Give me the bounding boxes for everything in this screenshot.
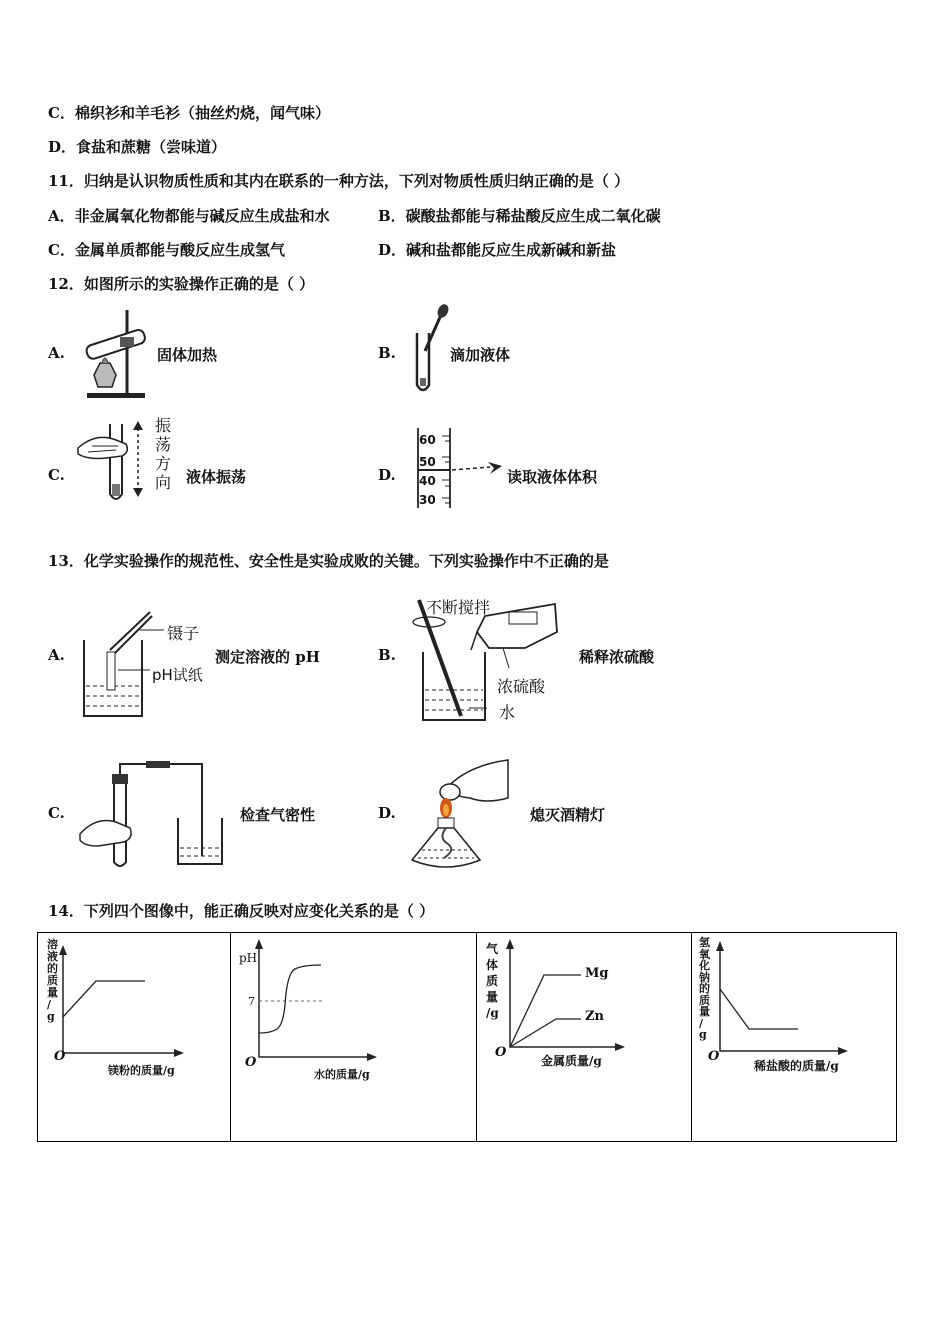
q13-a-caption: 测定溶液的 pH [215,648,320,666]
graph2-plot [231,933,475,1083]
ylabel-char: 质 [486,974,499,988]
ylabel-char: 的 [47,962,58,975]
graph2-xlabel: 水的质量/g [314,1068,370,1081]
ylabel-char: 量 [47,986,58,999]
q13-b-caption: 稀释浓硫酸 [579,648,655,666]
graph1-plot [38,933,228,1083]
q12-b-label: B. [378,344,396,362]
q10-option-c: C．棉织衫和羊毛衫（抽丝灼烧，闻气味） [48,104,330,122]
conc-acid-label: 浓硫酸 [497,677,546,696]
q12-d-caption: 读取液体体积 [507,468,598,486]
ylabel-char: 溶 [47,938,58,951]
q12-d-label: D. [378,466,396,484]
q12-c-caption: 液体振荡 [186,468,247,486]
graph3-mg-label: Mg [585,966,609,981]
shake-direction-text [155,416,173,492]
direction-char: 振 [155,416,172,435]
q13-stem: 13．化学实验操作的规范性、安全性是实验成败的关键。下列实验操作中不正确的是 [48,552,609,570]
solid-heating-figure [72,305,152,400]
graph3-xlabel: 金属质量/g [541,1054,602,1068]
q11-option-c: C．金属单质都能与酸反应生成氢气 [48,241,285,259]
graph2-ylabel: pH [239,951,258,965]
q14-graph-table [37,932,897,1142]
graph-3 [477,933,692,1141]
direction-char: 方 [155,454,172,473]
q11-option-d: D．碱和盐都能反应生成新碱和新盐 [378,241,617,259]
dropper-figure [405,303,450,398]
graph4-origin: O [708,1049,720,1064]
direction-char: 向 [155,473,172,492]
alcohol-lamp-figure [408,758,518,874]
shake-direction-arrow [131,420,145,498]
q11-stem: 11．归纳是认识物质性质和其内在联系的一种方法，下列对物质性质归纳正确的是（ ） [48,172,630,190]
scale-label: 40 [419,474,436,488]
ylabel-char: 钠 [699,970,710,984]
graph3-origin: O [495,1045,507,1060]
q12-a-label: A. [48,344,65,362]
q13-c-label: C. [48,804,65,822]
scale-label: 30 [419,493,436,507]
graph1-line [63,981,145,1017]
graph1-xlabel: 镁粉的质量/g [108,1064,175,1077]
ylabel-char: / [47,998,52,1011]
ylabel-char: 液 [47,950,58,963]
graph3-zn-label: Zn [585,1009,604,1024]
airtightness-figure [76,760,226,870]
ylabel-char: g [47,1010,55,1023]
ylabel-char: / [699,1016,704,1030]
shaking-figure [76,418,138,503]
scale-label: 60 [419,433,436,447]
graph-2 [231,933,477,1141]
stir-label: 不断搅拌 [426,598,491,617]
ylabel-char: 化 [699,959,710,972]
ylabel-char: 量 [486,990,499,1004]
graph-1 [38,933,231,1141]
graph4-xlabel: 稀盐酸的质量/g [754,1059,839,1073]
ylabel-char: 氧 [699,947,710,961]
graph1-origin: O [54,1049,66,1064]
ylabel-char: 氢 [699,936,710,949]
q11-option-a: A．非金属氧化物都能与碱反应生成盐和水 [48,207,330,225]
ylabel-char: 气 [486,942,499,956]
q14-stem: 14．下列四个图像中，能正确反映对应变化关系的是（ ） [48,902,435,920]
direction-char: 荡 [155,435,172,454]
graph2-line [259,965,321,1033]
ylabel-char: /g [486,1006,499,1020]
tweezers-label: 镊子 [167,624,200,643]
ylabel-char: g [699,1028,707,1041]
graph4-line [720,989,798,1029]
ylabel-char: 质 [699,993,710,1007]
graph-4 [692,933,898,1141]
q12-c-label: C. [48,466,65,484]
ylabel-char: 质 [47,974,58,987]
graph3-mg-line [510,975,581,1047]
ph-paper-label: pH试纸 [152,666,203,684]
q10-option-d: D．食盐和蔗糖（尝味道） [48,138,227,156]
cylinder-scale [419,429,436,511]
graph2-origin: O [245,1055,257,1070]
scale-label: 50 [419,455,436,469]
ylabel-char: 体 [486,958,499,972]
q12-b-caption: 滴加液体 [450,346,511,364]
water-label: 水 [499,703,516,722]
ylabel-char: 量 [699,1005,710,1018]
q13-c-caption: 检查气密性 [240,806,316,824]
q11-option-b: B．碳酸盐都能与稀盐酸反应生成二氧化碳 [378,207,661,225]
q12-stem: 12．如图所示的实验操作正确的是（ ） [48,275,315,293]
graph2-tick7: 7 [248,995,255,1008]
q13-d-caption: 熄灭酒精灯 [530,806,606,824]
q13-a-label: A. [48,646,65,664]
q13-d-label: D. [378,804,396,822]
q12-a-caption: 固体加热 [157,346,218,364]
q13-b-label: B. [378,646,396,664]
ylabel-char: 的 [699,982,710,995]
